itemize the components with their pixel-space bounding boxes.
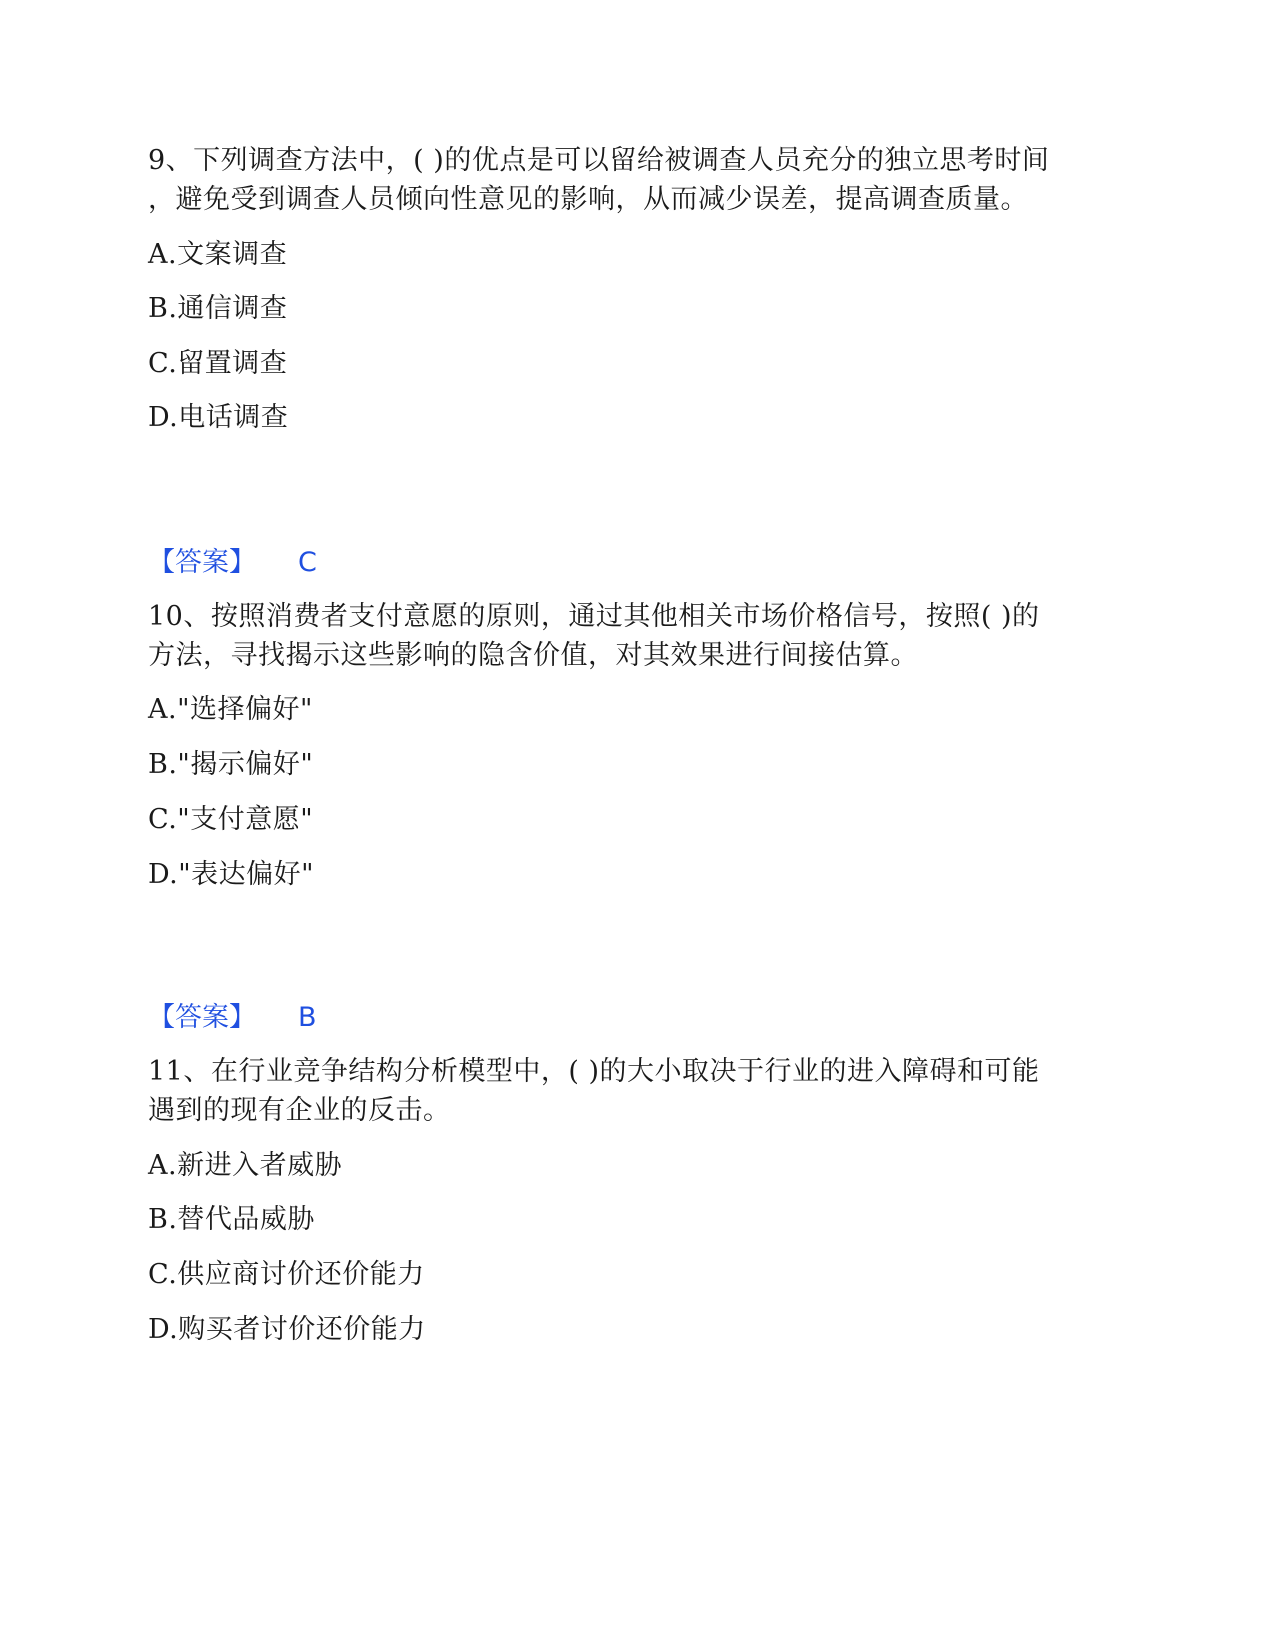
- answer-label: 【答案】: [148, 1002, 256, 1033]
- question-10-option-b: B."揭示偏好": [148, 749, 314, 780]
- question-11-option-d: D.购买者讨价还价能力: [148, 1314, 426, 1345]
- question-9-option-d: D.电话调查: [148, 402, 289, 433]
- question-11-option-b: B.替代品威胁: [148, 1204, 315, 1235]
- question-9-stem-line-1: 9、下列调查方法中，( )的优点是可以留给被调查人员充分的独立思考时间: [148, 145, 1050, 176]
- question-9-stem-line-2: ，避免受到调查人员倾向性意见的影响，从而减少误差，提高调查质量。: [148, 184, 1028, 215]
- question-11-option-a: A.新进入者威胁: [148, 1150, 343, 1181]
- question-9-option-b: B.通信调查: [148, 293, 288, 324]
- question-9-option-c: C.留置调查: [148, 348, 288, 379]
- question-10-answer: [148, 1000, 317, 1036]
- question-10-stem-line-1: 10、按照消费者支付意愿的原则，通过其他相关市场价格信号，按照( )的: [148, 601, 1040, 632]
- question-9-answer: [148, 545, 317, 581]
- question-11-stem-line-1: 11、在行业竞争结构分析模型中，( )的大小取决于行业的进入障碍和可能: [148, 1056, 1040, 1087]
- question-9-option-a: A.文案调查: [148, 239, 288, 270]
- question-10-option-c: C."支付意愿": [148, 804, 314, 835]
- answer-label: 【答案】: [148, 547, 256, 578]
- question-10-option-d: D."表达偏好": [148, 859, 315, 890]
- question-11-stem-line-2: 遇到的现有企业的反击。: [148, 1095, 451, 1126]
- question-10-option-a: A."选择偏好": [148, 694, 313, 725]
- question-11-option-c: C.供应商讨价还价能力: [148, 1259, 425, 1290]
- answer-value: B: [298, 1002, 317, 1033]
- answer-value: C: [298, 547, 317, 578]
- question-10-stem-line-2: 方法，寻找揭示这些影响的隐含价值，对其效果进行间接估算。: [148, 640, 918, 671]
